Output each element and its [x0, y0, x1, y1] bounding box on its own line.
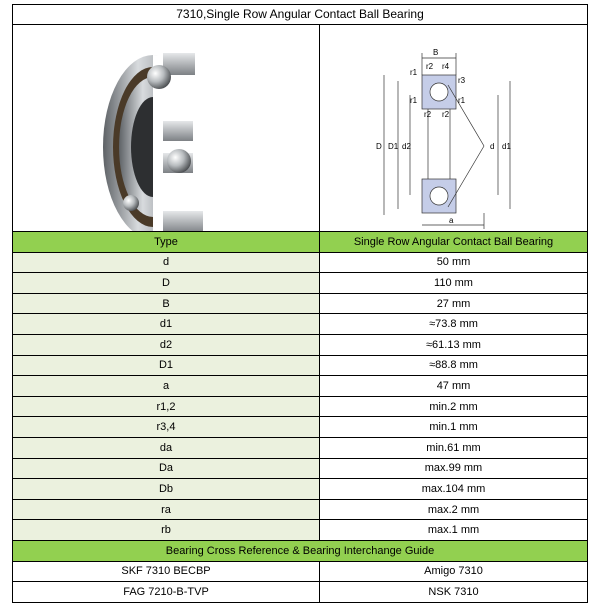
param-value: min.1 mm [320, 417, 588, 438]
param-label: D1 [13, 355, 320, 376]
param-value: max.104 mm [320, 479, 588, 500]
param-value: max.2 mm [320, 499, 588, 520]
bearing-photo-cell [13, 25, 320, 231]
ball-section-top [430, 83, 448, 101]
label-r2-left: r2 [424, 110, 432, 119]
param-value: min.61 mm [320, 437, 588, 458]
table-row [13, 252, 587, 273]
param-value: max.1 mm [320, 520, 588, 541]
param-value: min.2 mm [320, 396, 588, 417]
outer-ring-section-bottom [163, 211, 203, 231]
ball-bottom [123, 195, 139, 211]
table-row [13, 520, 587, 541]
table-row [13, 437, 587, 458]
table-row [13, 458, 587, 479]
cross-reference-row [13, 561, 587, 582]
label-r1-top: r1 [410, 68, 418, 77]
label-B: B [433, 48, 439, 57]
param-label: Da [13, 458, 320, 479]
param-label: da [13, 437, 320, 458]
bearing-photo [13, 25, 319, 231]
label-r2-right: r2 [442, 110, 450, 119]
cross-reference-row [13, 582, 587, 602]
cross-reference-left: SKF 7310 BECBP [13, 561, 320, 582]
label-d2: d2 [402, 142, 411, 151]
param-value: ≈73.8 mm [320, 314, 588, 335]
table-row [13, 396, 587, 417]
cross-reference-right: Amigo 7310 [320, 561, 588, 582]
param-label: ra [13, 499, 320, 520]
param-value: max.99 mm [320, 458, 588, 479]
ball-middle [167, 149, 191, 173]
label-a: a [449, 216, 454, 225]
cross-reference-right: NSK 7310 [320, 582, 588, 602]
param-label: Db [13, 479, 320, 500]
cross-section-diagram [320, 25, 586, 231]
param-label: r1,2 [13, 396, 320, 417]
spec-sheet [12, 4, 588, 603]
header-type-value: Single Row Angular Contact Ball Bearing [320, 232, 588, 252]
cross-reference-left: FAG 7210-B-TVP [13, 582, 320, 602]
label-r2-top: r2 [426, 62, 434, 71]
ball-top [147, 65, 171, 89]
table-row [13, 355, 587, 376]
cross-reference-title-row [13, 540, 587, 561]
table-row [13, 499, 587, 520]
param-label: d1 [13, 314, 320, 335]
param-label: d2 [13, 334, 320, 355]
page-title: 7310,Single Row Angular Contact Ball Bearing [13, 5, 587, 25]
header-type: Type [13, 232, 320, 252]
label-D: D [376, 142, 382, 151]
param-value: 110 mm [320, 273, 588, 294]
param-value: ≈61.13 mm [320, 334, 588, 355]
param-label: a [13, 376, 320, 397]
table-header-row [13, 232, 587, 252]
spec-table [13, 232, 587, 602]
table-row [13, 417, 587, 438]
table-row [13, 314, 587, 335]
table-row [13, 273, 587, 294]
table-row [13, 376, 587, 397]
table-row [13, 479, 587, 500]
param-value: ≈88.8 mm [320, 355, 588, 376]
image-row [13, 25, 587, 232]
param-label: rb [13, 520, 320, 541]
label-r3: r3 [458, 76, 466, 85]
label-r1-left: r1 [410, 96, 418, 105]
param-label: d [13, 252, 320, 273]
param-value: 27 mm [320, 293, 588, 314]
label-d: d [490, 142, 495, 151]
label-D1: D1 [388, 142, 399, 151]
ball-section-bottom [430, 187, 448, 205]
inner-ring-section-top [163, 121, 193, 141]
label-r1-right: r1 [458, 96, 466, 105]
param-label: D [13, 273, 320, 294]
table-row [13, 293, 587, 314]
table-row [13, 334, 587, 355]
param-value: 47 mm [320, 376, 588, 397]
cross-section-diagram-cell [320, 25, 587, 231]
param-label: B [13, 293, 320, 314]
cross-reference-title: Bearing Cross Reference & Bearing Interchange Guide [13, 540, 587, 561]
param-label: r3,4 [13, 417, 320, 438]
param-value: 50 mm [320, 252, 588, 273]
label-d1: d1 [502, 142, 511, 151]
label-r4: r4 [442, 62, 450, 71]
